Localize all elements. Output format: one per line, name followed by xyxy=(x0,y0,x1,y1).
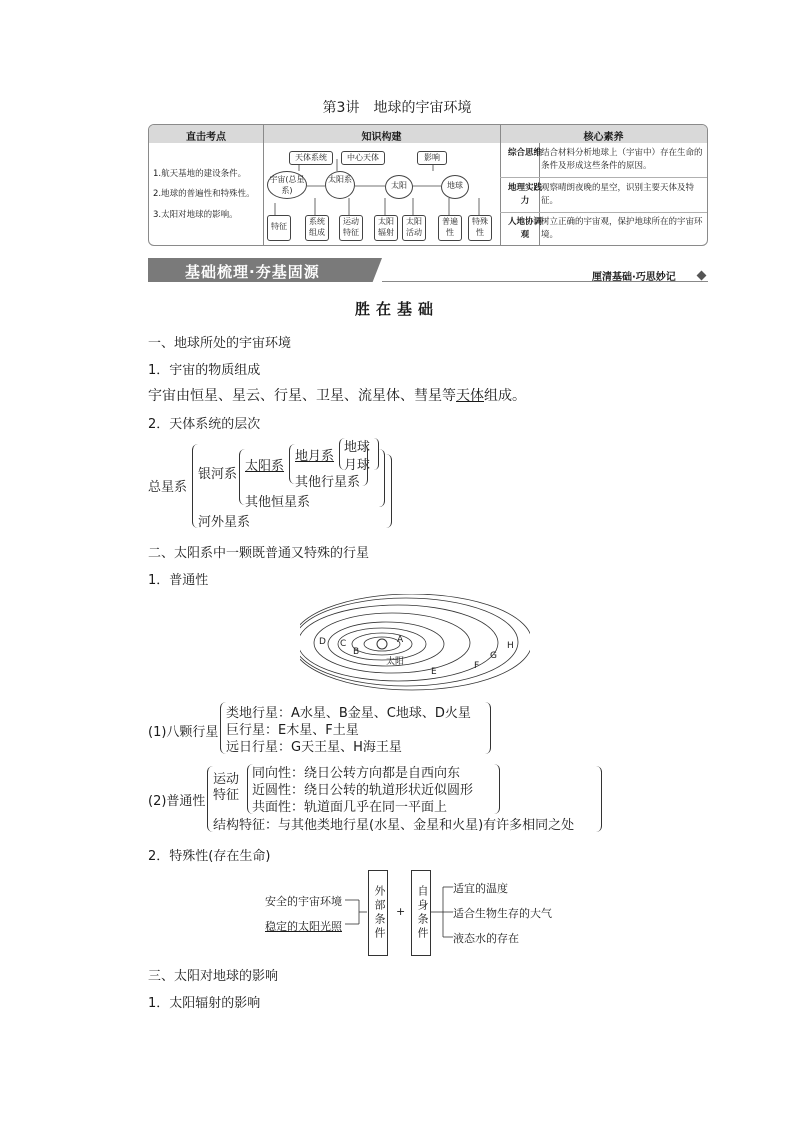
node-diqiu: 地球 xyxy=(441,175,469,199)
cond-right-1: 适宜的温度 xyxy=(453,882,508,895)
header-kaodian: 直击考点 xyxy=(186,132,226,143)
label-A: A xyxy=(397,635,404,645)
label-G: G xyxy=(490,651,497,661)
label-D: D xyxy=(319,637,326,647)
motion-row-2: 近圆性：绕日公转的轨道形状近似圆形 xyxy=(252,783,474,798)
node-fushe: 太阳辐射 xyxy=(374,215,398,241)
page-title: 第3讲 地球的宇宙环境 xyxy=(322,100,472,116)
label-E: E xyxy=(431,667,437,677)
hier-otherstar: 其他恒星系 xyxy=(245,495,311,510)
sec1-p2-title: 2．天体系统的层次 xyxy=(148,417,261,432)
sec3-p1-title: 1．太阳辐射的影响 xyxy=(148,996,261,1011)
structure-row: 结构特征：与其他类地行星(水星、金星和火星)有许多相同之处 xyxy=(213,818,575,833)
kaodian-1: 1.航天基地的建设条件。 xyxy=(153,169,247,179)
cond-left-1: 安全的宇宙环境 xyxy=(265,895,342,908)
node-yuzhou: 宇宙(总星系) xyxy=(267,171,307,199)
motion-row-1: 同向性：绕日公转方向都是自西向东 xyxy=(252,766,461,781)
sec2-p2-title: 2．特殊性(存在生命) xyxy=(148,849,271,864)
table-header xyxy=(149,125,707,143)
suyang-text-3: 树立正确的宇宙观，保护地球所在的宇宙环境。 xyxy=(541,217,703,240)
diamond-icon xyxy=(697,271,707,281)
solar-system-diagram xyxy=(300,594,530,698)
label-sun: 太阳 xyxy=(386,657,405,667)
suyang-text-1: 结合材料分析地球上（宇宙中）存在生命的条件及形成这些条件的原因。 xyxy=(541,148,703,171)
hier-root: 总星系 xyxy=(148,480,188,495)
sec1-p1-title: 1．宇宙的物质组成 xyxy=(148,363,261,378)
hier-extragalactic: 河外星系 xyxy=(198,515,251,530)
motion-row-3: 共面性：轨道面几乎在同一平面上 xyxy=(252,800,448,815)
hier-otherplanet: 其他行星系 xyxy=(295,475,361,490)
label-H: H xyxy=(507,641,514,651)
planets-label: (1)八颗行星 xyxy=(148,725,219,740)
node-tezheng: 特征 xyxy=(267,215,291,241)
node-putong: 普遍性 xyxy=(438,215,462,241)
label-C: C xyxy=(340,639,347,649)
hier-solar: 太阳系 xyxy=(245,459,285,474)
suyang-text-2: 观察晴朗夜晚的星空，识别主要天体及特征。 xyxy=(541,183,695,206)
box-internal: 自身条件 xyxy=(411,870,431,956)
node-teshu: 特殊性 xyxy=(468,215,492,241)
label-F: F xyxy=(474,661,480,671)
plus-sign: + xyxy=(396,905,406,918)
box-external: 外部条件 xyxy=(368,870,388,956)
planet-row-3: 远日行星：G天王星、H海王星 xyxy=(226,740,402,755)
suyang-label-2: 地理实践力 xyxy=(507,183,542,206)
node-zhongxin: 中心天体 xyxy=(341,151,385,165)
hier-earthmoon: 地月系 xyxy=(295,449,335,464)
sub-banner: 胜在基础 xyxy=(354,300,439,318)
node-xitong: 系统组成 xyxy=(305,215,329,241)
sec1-title: 一、地球所处的宇宙环境 xyxy=(148,336,292,351)
label-B: B xyxy=(353,647,360,657)
cond-right-2: 适合生物生存的大气 xyxy=(453,907,552,920)
suyang-label-3: 人地协调观 xyxy=(507,217,542,240)
sec2-title: 二、太阳系中一颗既普通又特殊的行星 xyxy=(148,546,370,561)
node-tianti: 天体系统 xyxy=(289,151,333,165)
planet-row-1: 类地行星：A水星、B金星、C地球、D火星 xyxy=(226,706,471,721)
banner-subtitle: 厘清基础·巧思妙记 xyxy=(592,272,676,283)
planet-row-2: 巨行星：E木星、F土星 xyxy=(226,723,359,738)
hier-moon: 月球 xyxy=(344,458,371,473)
header-suyang: 核心素养 xyxy=(583,132,624,143)
banner-title: 基础梳理·夯基固源 xyxy=(185,263,320,281)
node-taiyangxi: 太阳系 xyxy=(325,171,355,199)
overview-table xyxy=(148,124,708,246)
hier-earth: 地球 xyxy=(344,440,371,455)
node-huodong: 太阳活动 xyxy=(402,215,426,241)
sec3-title: 三、太阳对地球的影响 xyxy=(148,969,279,984)
common-label: (2)普通性 xyxy=(148,794,206,809)
node-yingxiang: 影响 xyxy=(417,151,447,165)
cond-left-2: 稳定的太阳光照 xyxy=(265,920,342,933)
suyang-label-1: 综合思维 xyxy=(507,148,542,158)
node-taiyang: 太阳 xyxy=(385,175,413,199)
motion-label: 运动特征 xyxy=(213,772,240,803)
hier-galaxy: 银河系 xyxy=(198,467,238,482)
cond-right-3: 液态水的存在 xyxy=(453,932,519,945)
kaodian-2: 2.地球的普遍性和特殊性。 xyxy=(153,189,255,199)
sec2-p1-title: 1．普通性 xyxy=(148,573,209,588)
sec1-p1-text: 宇宙由恒星、星云、行星、卫星、流星体、彗星等天体组成。 xyxy=(148,388,526,404)
kaodian-3: 3.太阳对地球的影响。 xyxy=(153,210,238,220)
header-zhishi: 知识构建 xyxy=(361,132,402,143)
node-yundong: 运动特征 xyxy=(339,215,363,241)
